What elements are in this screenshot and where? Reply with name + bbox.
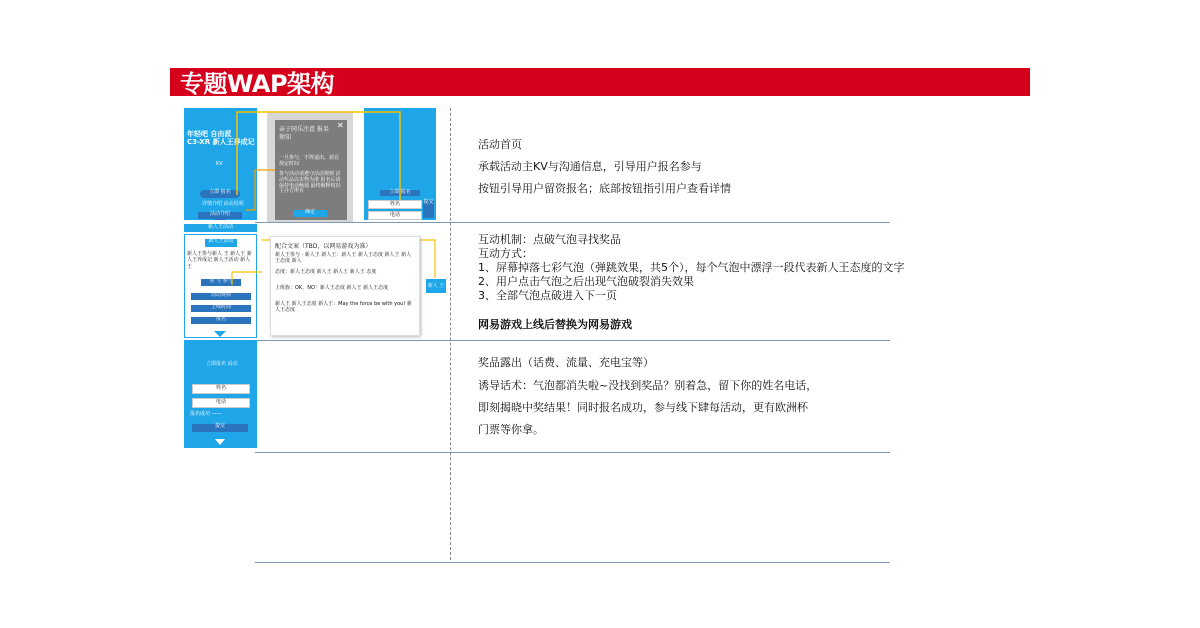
rules-button[interactable]: 活动规则 [191, 293, 251, 300]
form-note: 报名成功 —— [190, 411, 222, 417]
right-submit-button[interactable]: 提交 [423, 200, 434, 218]
copy-line-2: 态度：新人王态度 新人王 新人王 新人王 态度 [275, 269, 377, 275]
copy-line-4: 新人王 新人王态度 新人王：May the force be with you! 新人王态度 [275, 301, 412, 314]
row2-line-4: 2、用户点击气泡之后出现气泡破裂消失效果 [478, 275, 694, 288]
copy-line-3: 上班族：OK，NO！新人王态度 新人王 新人王态度 [275, 285, 389, 291]
form-submit-button[interactable]: 提交 [192, 424, 248, 432]
flow-line-2 [246, 170, 275, 210]
name-field[interactable]: 姓名 [192, 384, 250, 394]
row3-line-4: 门票等你拿。 [478, 423, 544, 436]
section-label-bar: 新人王活动 [184, 224, 257, 232]
right-signup-button[interactable]: 立即 报名 [380, 190, 420, 196]
hero-intro-button[interactable]: 活动介绍 [198, 212, 242, 219]
row3-line-3: 即刻揭晓中奖结果！同时报名成功，参与线下肆每活动，更有欧洲杯 [478, 401, 808, 414]
right-phone-field[interactable]: 电话 [368, 211, 422, 220]
popup-title: 亲子同乐注意 报名须知 [279, 126, 329, 141]
row2-note: 网易游戏上线后替换为网易游戏 [478, 318, 632, 331]
hero-kv-label: KV [216, 161, 223, 167]
flow-line-3 [232, 272, 262, 285]
form-title: 立即报名 活动 [206, 361, 238, 367]
row1-line-3: 按钮引导用户留资报名；底部按钮指引用户查看详情 [478, 182, 731, 195]
row1-line-2: 承载活动主KV与沟通信息，引导用户报名参与 [478, 160, 702, 173]
signup-button[interactable]: 报名 [191, 317, 251, 324]
right-name-field[interactable]: 姓名 [368, 200, 422, 209]
row2-line-3: 1、屏幕掉落七彩气泡（弹跳效果，共5个），每个气泡中漂浮一段代表新人王态度的文字 [478, 261, 905, 274]
time-button[interactable]: 上线时间 [191, 305, 251, 312]
popup-body-1: 一旦参与，不得退出，须在规定时间 [279, 155, 340, 167]
copy-card [270, 236, 420, 336]
flow-line-1 [237, 112, 400, 200]
section2-body: 新人王参与新人 王 新人王 新人王养成记 新人王活动 新人王 [187, 251, 252, 270]
row3-line-2: 诱导话术：气泡都消失啦~没找到奖品？别着急，留下你的姓名电话， [478, 379, 818, 392]
copy-title: 配合文案（TBD，以网易游戏为准） [275, 243, 372, 250]
row2-line-1: 互动机制：点破气泡寻找奖品 [478, 233, 621, 246]
copy-side-button[interactable]: 新人 王态度 [426, 279, 446, 293]
hero-signup-button[interactable]: 立即 报名 [200, 190, 240, 198]
row2-line-2: 互动方式： [478, 247, 533, 260]
hero-title: 年轻吧 自由派 C3-XR 新人王养成记 [187, 130, 255, 147]
row3-line-1: 奖品露出（话费、流量、充电宝等） [478, 356, 654, 369]
section2-join-button[interactable]: 参 与 参与 [201, 279, 241, 286]
popup-confirm-button[interactable]: 确定 [293, 210, 327, 217]
copy-line-1: 新人王参与 · 新人王 新人王：新人王 新人王态度 新人王 新人王态度 新人 [275, 252, 412, 265]
page-title: 专题WAP架构 [180, 70, 335, 98]
section2-label: 新人王活动 [205, 239, 237, 247]
phone-field[interactable]: 电话 [192, 398, 250, 408]
row2-line-5: 3、全部气泡点破进入下一页 [478, 289, 617, 302]
close-icon[interactable]: ✕ [337, 121, 344, 130]
popup-body-2: 参与活动请遵守活动规则 活动奖品以实物为准 报名后请保持电话畅通 最终解释权归主办方所有 [279, 171, 341, 195]
row1-line-1: 活动首页 [478, 138, 522, 151]
hero-caption: 详情介绍 活动说明 [202, 201, 244, 207]
